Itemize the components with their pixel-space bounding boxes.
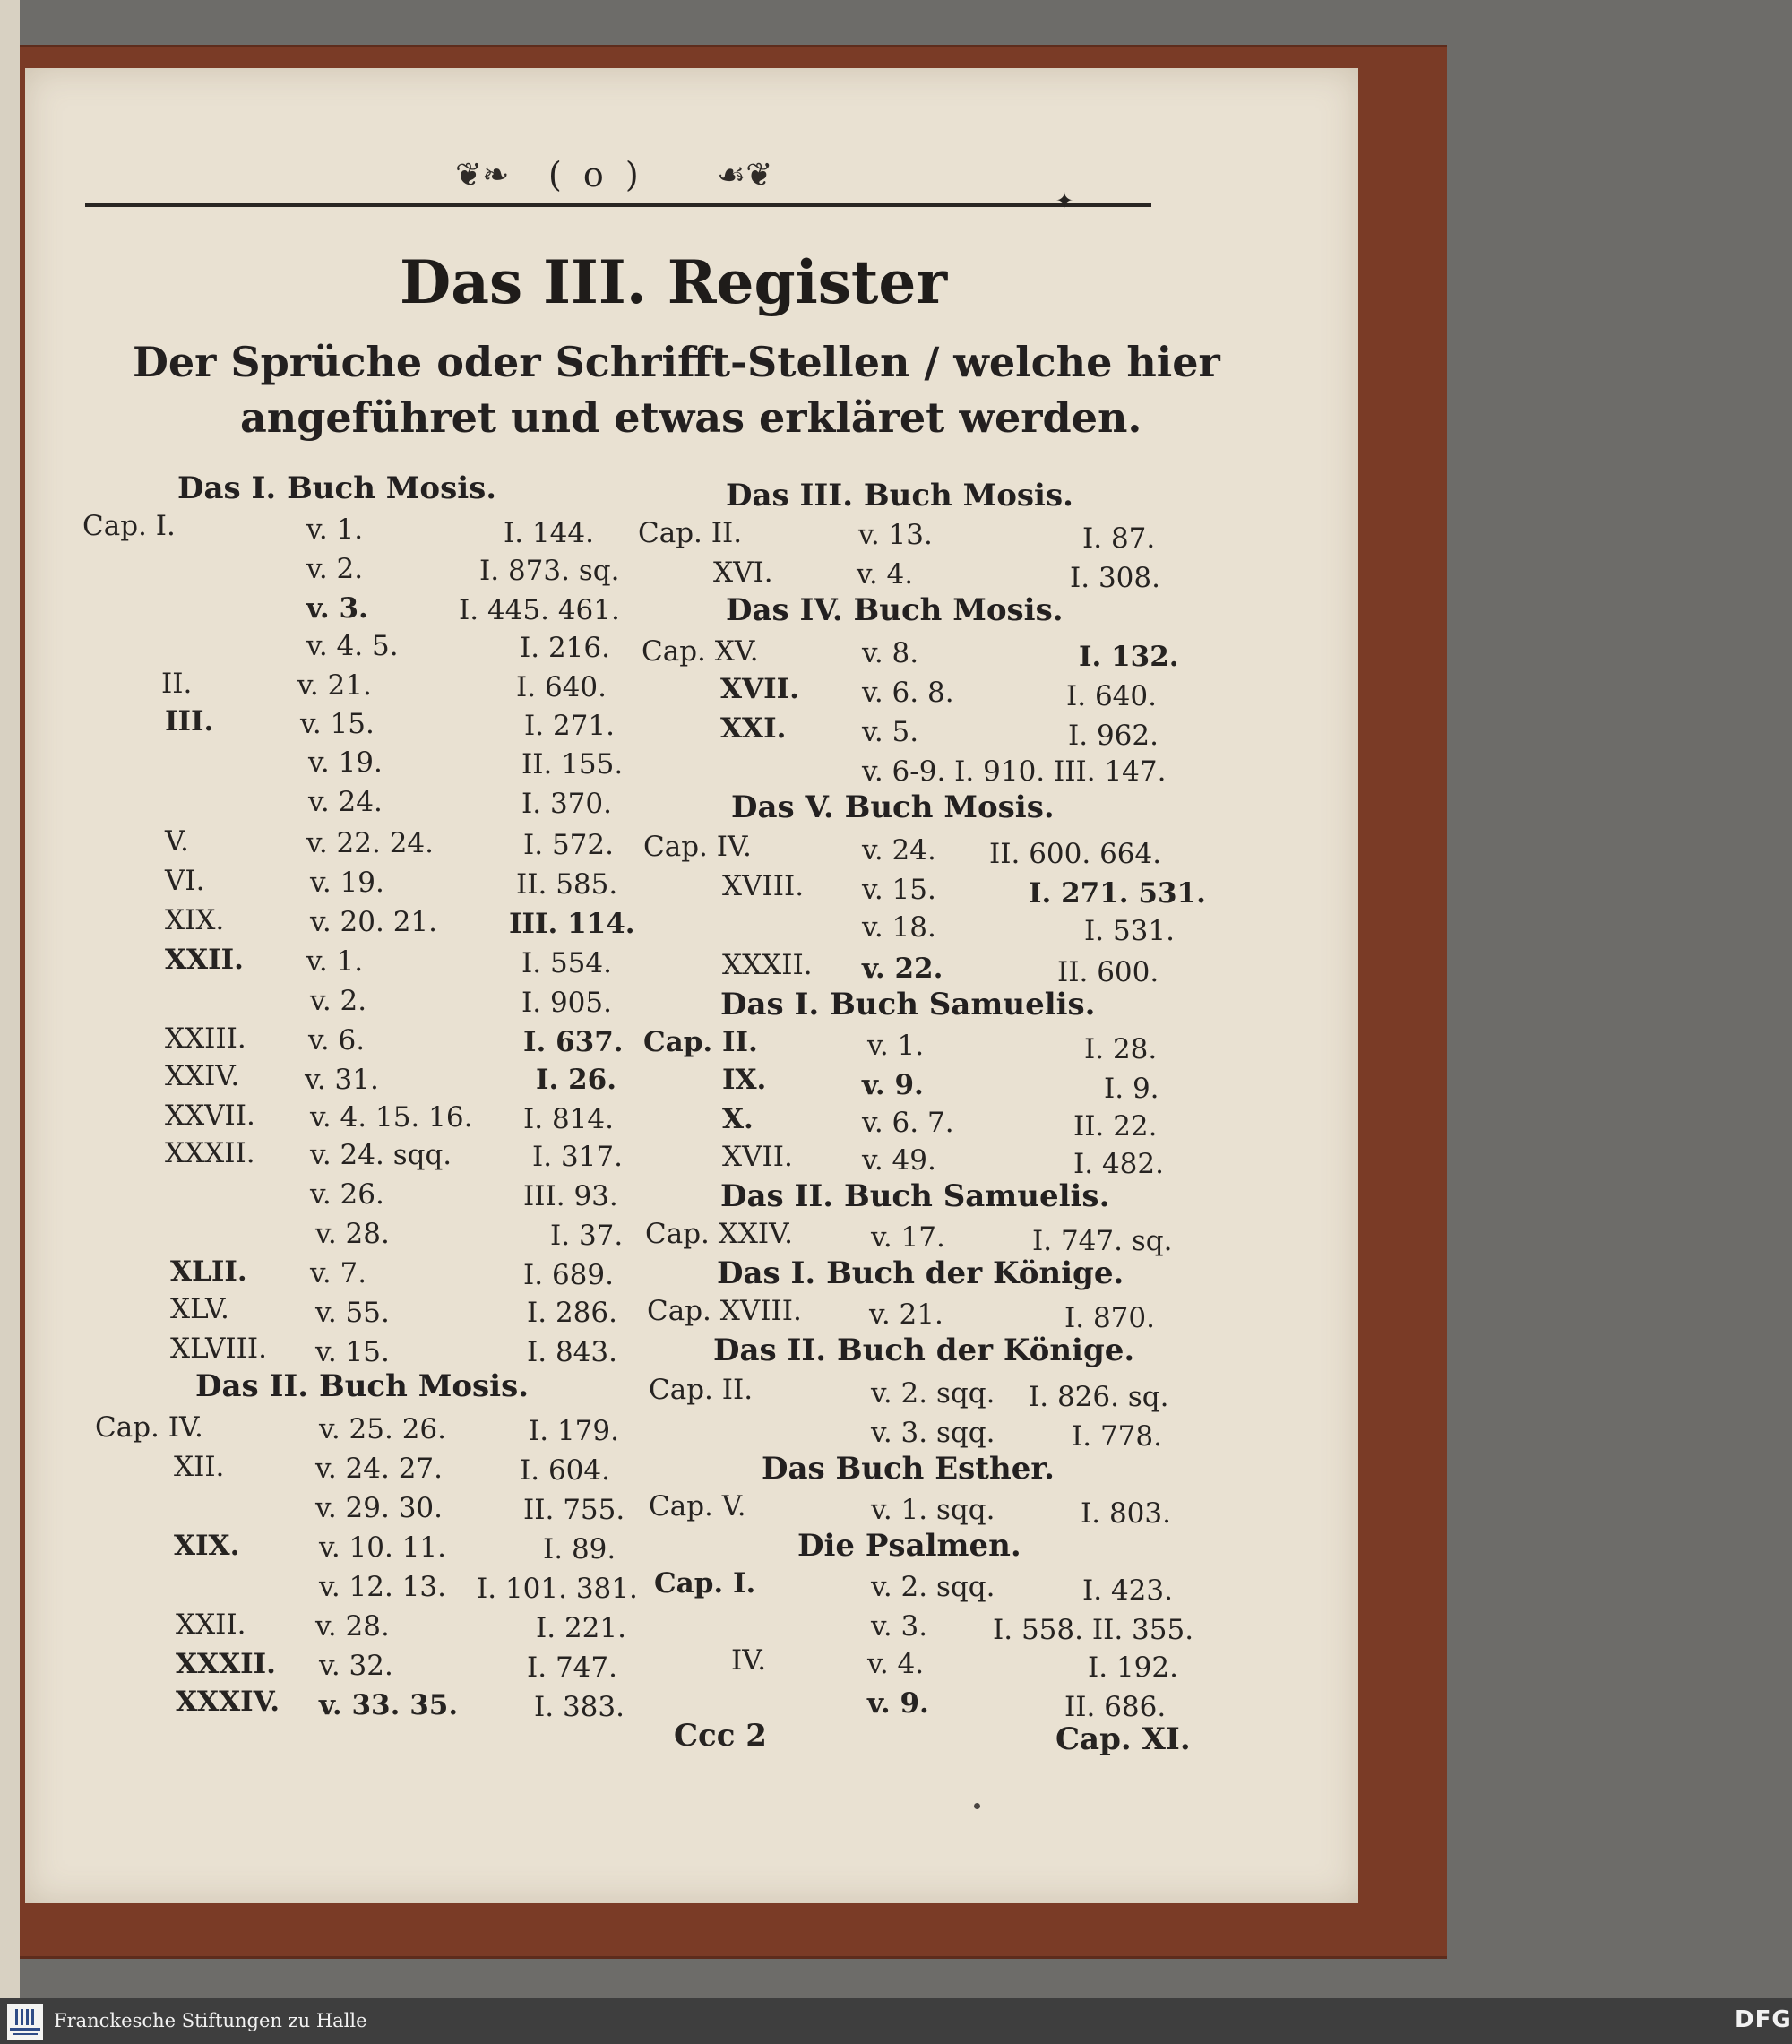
page-ref-cell: I. 558. II. 355. [993, 1614, 1194, 1646]
chapter-cell: VI. [165, 865, 205, 897]
verse-cell: v. 6. [308, 1024, 366, 1056]
chapter-cell: Cap. I. [82, 510, 176, 542]
page-ref-cell: I. 317. [532, 1141, 623, 1173]
verse-cell: v. 20. 21. [310, 906, 437, 938]
verse-cell: v. 1. sqq. [871, 1494, 995, 1526]
page-ref-cell: I. 814. [523, 1103, 614, 1135]
verse-cell: v. 2. sqq. [871, 1571, 995, 1603]
page-ref-cell: I. 221. [536, 1612, 626, 1644]
verse-cell: v. 1. [867, 1030, 925, 1062]
page-ref-cell: I. 689. [523, 1259, 614, 1291]
verse-cell: v. 28. [315, 1218, 390, 1250]
verse-cell: v. 1. [306, 945, 364, 978]
verse-cell: v. 7. [310, 1257, 367, 1289]
page-ref-cell: I. 962. [1068, 720, 1159, 752]
page-ref-cell: I. 271. [524, 710, 615, 742]
chapter-cell: XXVII. [165, 1100, 255, 1132]
chapter-cell: XVI. [713, 556, 773, 589]
chapter-cell: Cap. II. [638, 517, 743, 549]
chapter-cell: IV. [731, 1644, 767, 1677]
verse-cell: v. 19. [310, 867, 384, 899]
chapter-cell: XXXII. [165, 1137, 255, 1169]
page-ref-cell: I. 826. sq. [1029, 1381, 1169, 1413]
catchword: Cap. XI. [1055, 1721, 1191, 1757]
verse-cell: v. 15. [300, 708, 375, 740]
page-ref-cell: I. 640. [516, 671, 607, 703]
page-ref-cell: I. 747. [527, 1652, 617, 1684]
chapter-cell: Cap. V. [649, 1490, 746, 1522]
verse-cell: v. 3. [871, 1610, 928, 1643]
page-ref-cell: I. 905. [521, 987, 612, 1019]
verse-cell: v. 5. [862, 716, 919, 748]
verse-cell: v. 4. 15. 16. [310, 1101, 473, 1134]
chapter-cell: XXIV. [165, 1060, 240, 1092]
institution-link[interactable]: Franckesche Stiftungen zu Halle [54, 2010, 367, 2031]
section-heading: Das I. Buch Samuelis. [720, 987, 1096, 1022]
verse-cell: v. 21. [869, 1298, 943, 1331]
chapter-cell: XVII. [720, 673, 799, 705]
section-heading: Das I. Buch der Könige. [717, 1255, 1124, 1291]
verse-cell: v. 6-9. I. 910. III. 147. [862, 755, 1167, 788]
chapter-cell: XVIII. [722, 870, 805, 902]
chapter-cell: XLVIII. [170, 1332, 267, 1365]
verse-cell: v. 24. 27. [315, 1453, 443, 1485]
page-number-header: ( o ) [548, 155, 644, 194]
page-ref-cell: I. 28. [1084, 1033, 1158, 1065]
chapter-cell: Cap. XV. [642, 635, 759, 668]
left-ornament-icon: ❦❧ [455, 157, 510, 194]
chapter-cell: XLII. [170, 1255, 247, 1288]
chapter-cell: Cap. IV. [643, 831, 752, 863]
page-ref-cell: I. 637. [523, 1026, 624, 1058]
verse-cell: v. 13. [858, 519, 933, 551]
chapter-cell: XVII. [722, 1141, 793, 1173]
verse-cell: v. 22. 24. [306, 827, 434, 859]
page-ref-cell: I. 26. [536, 1064, 617, 1096]
page-ref-cell: I. 747. sq. [1032, 1225, 1173, 1257]
page-ref-cell: I. 132. [1079, 641, 1179, 673]
section-heading: Die Psalmen. [797, 1528, 1021, 1564]
page-ref-cell: I. 383. [534, 1691, 625, 1723]
chapter-cell: V. [165, 825, 189, 858]
verse-cell: v. 10. 11. [319, 1531, 446, 1564]
chapter-cell: XXII. [165, 944, 244, 976]
page-ref-cell: I. 604. [520, 1454, 610, 1487]
page-ref-cell: II. 585. [516, 868, 618, 901]
verse-cell: v. 2. [306, 553, 364, 585]
chapter-cell: XXXII. [176, 1648, 276, 1680]
verse-cell: v. 33. 35. [319, 1689, 459, 1721]
verse-cell: v. 21. [297, 669, 372, 702]
chapter-cell: IX. [722, 1064, 767, 1096]
page-ref-cell: I. 572. [523, 829, 614, 861]
page-ref-cell: I. 803. [1081, 1497, 1171, 1530]
verse-cell: v. 17. [871, 1221, 945, 1254]
page-ref-cell: I. 843. [527, 1336, 617, 1368]
verse-cell: v. 15. [862, 874, 936, 906]
verse-cell: v. 25. 26. [319, 1413, 446, 1445]
chapter-cell: XLV. [170, 1293, 229, 1325]
verse-cell: v. 4. [867, 1648, 925, 1680]
verse-cell: v. 26. [310, 1178, 384, 1211]
chapter-cell: Cap. XVIII. [647, 1295, 802, 1327]
page-ref-cell: II. 600. [1057, 956, 1159, 988]
page-ref-cell: I. 873. sq. [479, 555, 620, 587]
section-heading: Das II. Buch der Könige. [713, 1332, 1135, 1368]
chapter-cell: XXII. [176, 1608, 246, 1641]
page-ref-cell: I. 482. [1073, 1148, 1164, 1180]
page-ref-cell: I. 216. [520, 632, 610, 664]
page-ref-cell: II. 755. [523, 1494, 625, 1526]
page-ref-cell: I. 87. [1082, 522, 1156, 555]
section-heading: Das Buch Esther. [762, 1451, 1055, 1487]
page-ref-cell: II. 600. 664. [989, 838, 1162, 870]
catchword-signature: Ccc 2 [674, 1718, 767, 1754]
chapter-cell: Cap. II. [643, 1026, 758, 1058]
dfg-logo[interactable]: DFG [1735, 2006, 1792, 2033]
page-ref-cell: I. 423. [1082, 1574, 1173, 1607]
section-heading: Das V. Buch Mosis. [731, 789, 1055, 825]
header-rule [85, 203, 1151, 207]
verse-cell: v. 12. 13. [319, 1571, 446, 1603]
page-ref-cell: I. 308. [1070, 562, 1160, 594]
chapter-cell: II. [161, 668, 193, 700]
section-heading: Das IV. Buch Mosis. [726, 592, 1064, 628]
chapter-cell: III. [165, 705, 214, 737]
page-ref-cell: I. 778. [1072, 1420, 1162, 1453]
verse-cell: v. 1. [306, 513, 364, 546]
chapter-cell: XXXIV. [176, 1686, 280, 1718]
verse-cell: v. 2. [310, 985, 367, 1017]
section-heading: Das I. Buch Mosis. [177, 470, 497, 506]
chapter-cell: Cap. I. [654, 1567, 756, 1600]
page-ref-cell: I. 370. [521, 788, 612, 820]
page-ref-cell: I. 192. [1088, 1652, 1178, 1684]
verse-cell: v. 3. sqq. [871, 1417, 995, 1449]
verse-cell: v. 24. [308, 786, 383, 818]
verse-cell: v. 22. [862, 953, 943, 985]
franckesche-stiftungen-logo-icon[interactable] [7, 2004, 43, 2040]
page-ref-cell: II. 22. [1073, 1110, 1158, 1143]
facing-page-edge [0, 0, 20, 1998]
verse-cell: v. 8. [862, 637, 919, 669]
chapter-cell: XXIII. [165, 1022, 246, 1055]
section-heading: Das II. Buch Mosis. [195, 1368, 530, 1404]
page-ref-cell: I. 9. [1104, 1073, 1159, 1105]
page-ref-cell: I. 554. [521, 947, 612, 979]
page-ref-cell: II. 155. [521, 748, 624, 781]
section-heading: Das III. Buch Mosis. [726, 478, 1073, 513]
page-ref-cell: II. 686. [1064, 1691, 1167, 1723]
page-ref-cell: III. 114. [509, 908, 635, 940]
rule-star-icon: ✦ [1055, 188, 1074, 213]
chapter-cell: XII. [174, 1451, 225, 1483]
verse-cell: v. 24. [862, 834, 936, 867]
chapter-cell: Cap. II. [649, 1374, 754, 1406]
page-ref-cell: I. 870. [1064, 1302, 1155, 1334]
verse-cell: v. 18. [862, 911, 936, 944]
page-ref-cell: III. 93. [523, 1180, 618, 1212]
page-ref-cell: I. 37. [550, 1220, 624, 1252]
verse-cell: v. 31. [305, 1064, 379, 1096]
subtitle-line-2: angeführet und etwas erkläret werden. [240, 393, 1142, 442]
page-ref-cell: I. 531. [1084, 915, 1175, 947]
verse-cell: v. 9. [862, 1069, 924, 1101]
verse-cell: v. 2. sqq. [871, 1377, 995, 1410]
page-ref-cell: I. 286. [527, 1297, 617, 1329]
ink-spot [974, 1803, 980, 1809]
subtitle-line-1: Der Sprüche oder Schrifft-Stellen / welche hier [133, 338, 1220, 386]
verse-cell: v. 4. [857, 558, 914, 591]
chapter-cell: Cap. XXIV. [645, 1218, 793, 1250]
chapter-cell: Cap. IV. [95, 1411, 203, 1444]
page-ref-cell: I. 179. [529, 1415, 619, 1447]
page-ref-cell: I. 445. 461. [459, 594, 620, 626]
page-ref-cell: I. 271. 531. [1029, 877, 1206, 910]
verse-cell: v. 49. [862, 1144, 936, 1177]
verse-cell: v. 19. [308, 746, 383, 779]
page-ref-cell: I. 640. [1066, 680, 1157, 712]
verse-cell: v. 28. [315, 1610, 390, 1643]
verse-cell: v. 6. 7. [862, 1107, 954, 1139]
verse-cell: v. 3. [306, 592, 368, 625]
chapter-cell: XXXII. [722, 949, 813, 981]
page-ref-cell: I. 101. 381. [477, 1573, 638, 1605]
verse-cell: v. 29. 30. [315, 1492, 443, 1524]
section-heading: Das II. Buch Samuelis. [720, 1178, 1110, 1214]
chapter-cell: XIX. [165, 904, 225, 936]
verse-cell: v. 55. [315, 1297, 390, 1329]
chapter-cell: XXI. [720, 712, 787, 745]
verse-cell: v. 32. [319, 1650, 393, 1682]
verse-cell: v. 6. 8. [862, 677, 954, 709]
page-ref-cell: I. 89. [543, 1533, 616, 1565]
verse-cell: v. 15. [315, 1336, 390, 1368]
right-ornament-icon: ☙❦ [717, 157, 773, 194]
verse-cell: v. 24. sqq. [310, 1139, 452, 1171]
chapter-cell: X. [722, 1103, 754, 1135]
chapter-cell: XIX. [174, 1530, 240, 1562]
verse-cell: v. 4. 5. [306, 630, 399, 662]
verse-cell: v. 9. [867, 1687, 929, 1720]
page-title: Das III. Register [400, 247, 948, 317]
page-ref-cell: I. 144. [504, 517, 594, 549]
